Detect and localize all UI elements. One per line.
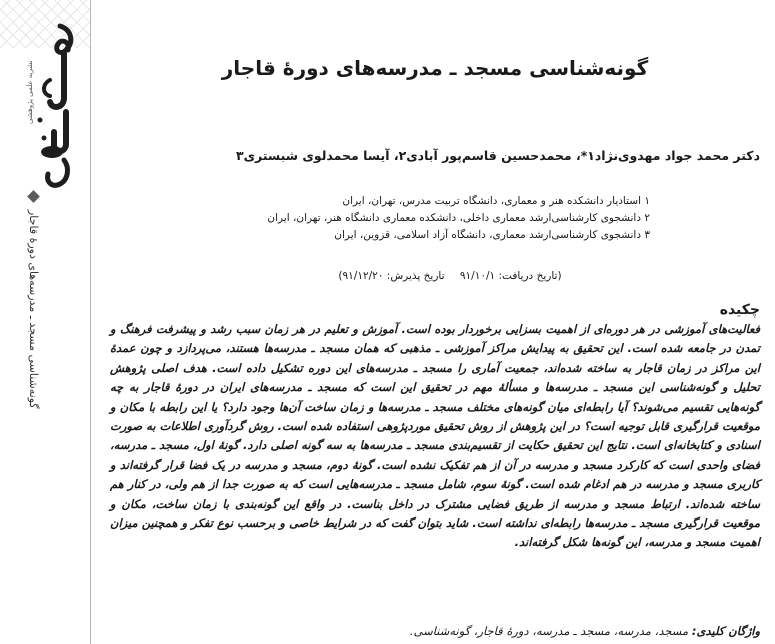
article-dates bbox=[240, 268, 660, 284]
article-content bbox=[110, 0, 760, 644]
affiliation-item: ۲ دانشجوی کارشناسی‌ارشد معماری داخلی، دانشکده معماری دانشگاه هنر، تهران، ایران bbox=[267, 212, 650, 224]
keywords-label: واژگان کلیدی: bbox=[691, 624, 760, 638]
abstract-text: فعالیت‌های آموزشی در هر دوره‌ای از اهمیت بسزایی برخوردار بوده است. آموزش و تعلیم در هر زمان سبب رشد و پیشرفت فرهنگ و تمدن در جامعه شده است. این تحقیق به پیدایش مراکز آموزشی ـ مذهبی که همان مسجد ـ مدرسه‌ها هستند، می‌پردازد و چون عمدۀ این مراکز در زمان قاجار به ساخته شده‌اند، جمعیت آماری را مسجد ـ مدرسه‌های این دوره تشکیل داده است. هدف اصلی پژوهش تحلیل و گونه‌شناسی این مسجد ـ مدرسه‌ها و مسألۀ مهم در تحقیق این است که مسجد ـ مدرسه‌های ایران در دورۀ قاجار به چه گونه‌هایی تقسیم می‌شوند؟ آیا رابطه‌ای میان گونه‌های مختلف مسجد ـ مدرسه‌ها و زمان ساخت آن‌ها وجود دارد؟ یا این رابطه با مکان و موقعیت قرارگیری قابل توجیه است؟ در این پژوهش از روش تحقیق موردپژوهی استفاده شده است. روش گردآوری اطلاعات به صورت اسنادی و کتابخانه‌ای است. نتایج این تحقیق حکایت از تقسیم‌بندی مسجد ـ مدرسه‌ها به سه گونه اصلی دارد. گونۀ اول، مسجد ـ مدرسه، فضای واحدی است که کارکرد مسجد و مدرسه در آن از هم تفکیک نشده است. گونۀ دوم، مسجد و مدرسه در یک فضا قرار گرفته‌اند و کاربری مسجد و مدرسه در هم ادغام شده است. گونۀ سوم، شامل مسجد ـ مدرسه‌هایی است که به صورت جدا از هم ولی، در کنار هم ساخته شده‌اند. ارتباط مسجد و مدرسه از طریق فضایی مشترک در داخل بناست. در واقع این گونه‌بندی با زمان ساخت، مکان و موقعیت قرارگیری مسجد ـ مدرسه‌ها رابطه‌ای نداشته است. شاید بتوان گفت که در شرایط خاصی و برحسب نوع تفکر و همچنین میزان اهمیت مسجد و مدرسه، این گونه‌ها شکل گرفته‌اند. bbox=[110, 322, 760, 550]
keywords-list: مسجد، مدرسه، مسجد ـ مدرسه، دورۀ قاجار، گونه‌شناسی. bbox=[409, 624, 689, 638]
affiliation-list bbox=[190, 193, 650, 244]
journal-sidebar bbox=[0, 0, 91, 644]
affiliation-item: ۱ استادیار دانشکده هنر و معماری، دانشگاه تربیت مدرس، تهران، ایران bbox=[342, 195, 650, 207]
running-title: گونه‌شناسی مسجد ـ مدرسه‌های دورۀ قاجار bbox=[27, 210, 40, 409]
accepted-date: تاریخ پذیرش: ۹۱/۱۲/۲۰) bbox=[338, 270, 445, 282]
received-date: (تاریخ دریافت: ۹۱/۱۰/۱ bbox=[459, 270, 562, 282]
journal-logo bbox=[20, 20, 82, 196]
abstract-heading: چکیده bbox=[719, 302, 760, 318]
author-list: دکتر محمد جواد مهدوی‌نژاد۱*، محمدحسین قاسم‌پور آبادی۲، آیسا محمدلوی شبستری۳ bbox=[235, 148, 760, 163]
article-title: گونه‌شناسی مسجد ـ مدرسه‌های دورۀ قاجار bbox=[221, 56, 649, 80]
keywords-line bbox=[110, 622, 760, 640]
journal-subtext: نشریه علمی پژوهشی bbox=[26, 60, 34, 124]
affiliation-item: ۳ دانشجوی کارشناسی‌ارشد معماری، دانشگاه آزاد اسلامی، قزوین، ایران bbox=[334, 229, 650, 241]
